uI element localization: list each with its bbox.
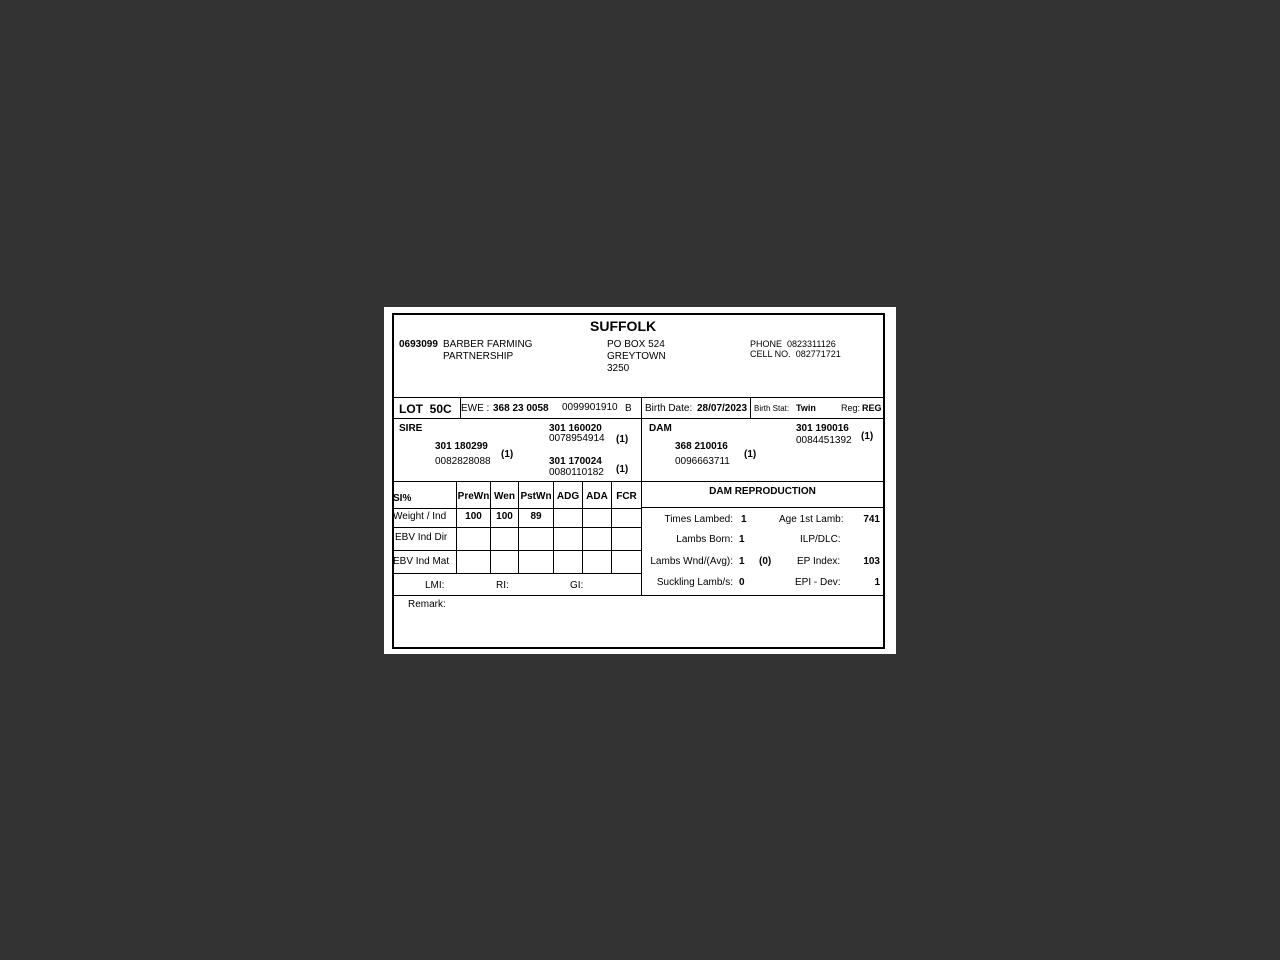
dam-sire-id: 301 190016	[796, 423, 849, 434]
dam-label: DAM	[649, 423, 672, 434]
ewe-code: B	[625, 403, 632, 414]
lot-label	[399, 402, 452, 416]
dam-sire-number: 0084451392	[796, 435, 852, 446]
ewe-id: 368 23 0058	[493, 403, 549, 414]
sire-label: SIRE	[399, 423, 423, 434]
dam-count: (1)	[744, 449, 757, 460]
divider-remark	[393, 595, 883, 596]
sire-dam-count: (1)	[616, 464, 629, 475]
phone-line	[750, 339, 836, 349]
row-label-weight: Weight / Ind	[393, 511, 447, 522]
divider-row3	[393, 573, 641, 574]
birth-date-label: Birth Date:	[645, 403, 693, 414]
reg-value: REG	[862, 403, 882, 413]
dam-number: 0096663711	[675, 456, 730, 467]
dam-id: 368 210016	[675, 441, 728, 452]
age-first-lamb-label: Age 1st Lamb:	[779, 514, 844, 525]
divider-header	[393, 397, 883, 398]
col-header-si: SI%	[393, 493, 412, 504]
ewe-label: EWE :	[461, 403, 490, 414]
owner-name-line1: BARBER FARMING	[443, 339, 533, 350]
birth-stat-value: Twin	[796, 403, 816, 413]
address-line2: GREYTOWN	[607, 351, 666, 362]
ep-index-value: 103	[863, 556, 880, 567]
cell-number: 082771721	[795, 349, 841, 359]
col-header-adg: ADG	[556, 491, 580, 502]
reg-label: Reg:	[841, 403, 861, 413]
col-header-ada: ADA	[586, 491, 608, 502]
birth-date-value: 28/07/2023	[697, 403, 748, 414]
sire-dam-number: 0080110182	[549, 467, 604, 478]
times-lambed-label: Times Lambed:	[664, 514, 733, 525]
address-line1: PO BOX 524	[607, 339, 665, 350]
sire-sire-id: 301 160020	[549, 423, 602, 434]
divider-row2	[393, 550, 641, 551]
repro-title: DAM REPRODUCTION	[709, 486, 816, 497]
address-line3: 3250	[607, 363, 630, 374]
ri-label: RI:	[496, 580, 509, 591]
cell-weight-prewn: 100	[465, 511, 482, 522]
row-label-ebv-dir: EBV Ind Dir	[395, 532, 448, 543]
phone-number: 0823311126	[787, 339, 836, 349]
breed-title: SUFFOLK	[590, 318, 657, 334]
divider-repro-title	[641, 507, 883, 508]
suckling-lambs-label: Suckling Lamb/s:	[656, 577, 733, 588]
lmi-label: LMI:	[425, 580, 445, 591]
divider-perf-header	[393, 508, 641, 509]
divider-row1	[393, 527, 641, 528]
owner-name-line2: PARTNERSHIP	[443, 351, 514, 362]
col-header-fcr: FCR	[616, 491, 637, 502]
divider-birthstat	[750, 398, 751, 418]
lot-card	[384, 307, 896, 654]
sire-sire-count: (1)	[616, 434, 629, 445]
col-header-prewn: PreWn	[457, 491, 490, 502]
lambs-born-label: Lambs Born:	[676, 534, 733, 545]
sire-dam-id: 301 170024	[549, 456, 602, 467]
remark-label: Remark:	[408, 599, 446, 610]
sire-id: 301 180299	[435, 441, 488, 452]
birth-stat-label: Birth Stat:	[754, 404, 790, 413]
divider-pedigree	[393, 481, 883, 482]
cell-label: CELL NO.	[750, 349, 791, 359]
lot-label-text: LOT	[399, 402, 423, 416]
cell-weight-pstwn: 89	[530, 511, 542, 522]
cell-line	[750, 349, 841, 359]
age-first-lamb-value: 741	[863, 514, 880, 525]
sire-sire-number: 0078954914	[549, 433, 605, 444]
lambs-weaned-value: 1	[739, 556, 745, 567]
cell-weight-wen: 100	[496, 511, 513, 522]
lambs-weaned-avg: (0)	[759, 556, 772, 567]
gi-label: GI:	[570, 580, 584, 591]
epi-dev-value: 1	[874, 577, 880, 588]
divider-lot	[393, 418, 883, 419]
suckling-lambs-value: 0	[739, 577, 745, 588]
col-header-pstwn: PstWn	[520, 491, 552, 502]
owner-id: 0693099	[399, 339, 438, 350]
lambs-weaned-label: Lambs Wnd/(Avg):	[650, 556, 733, 567]
dam-sire-count: (1)	[861, 431, 874, 442]
lot-number: 50C	[429, 402, 452, 416]
epi-dev-label: EPI - Dev:	[795, 577, 841, 588]
lambs-born-value: 1	[739, 534, 745, 545]
phone-label: PHONE	[750, 339, 783, 349]
ep-index-label: EP Index:	[797, 556, 841, 567]
sire-number: 0082828088	[435, 456, 491, 467]
col-header-wen: Wen	[494, 491, 515, 502]
row-label-ebv-mat: EBV Ind Mat	[393, 556, 450, 567]
ewe-number: 0099901910	[562, 402, 618, 413]
times-lambed-value: 1	[741, 514, 747, 525]
ilp-label: ILP/DLC:	[800, 534, 841, 545]
sire-count: (1)	[501, 449, 514, 460]
